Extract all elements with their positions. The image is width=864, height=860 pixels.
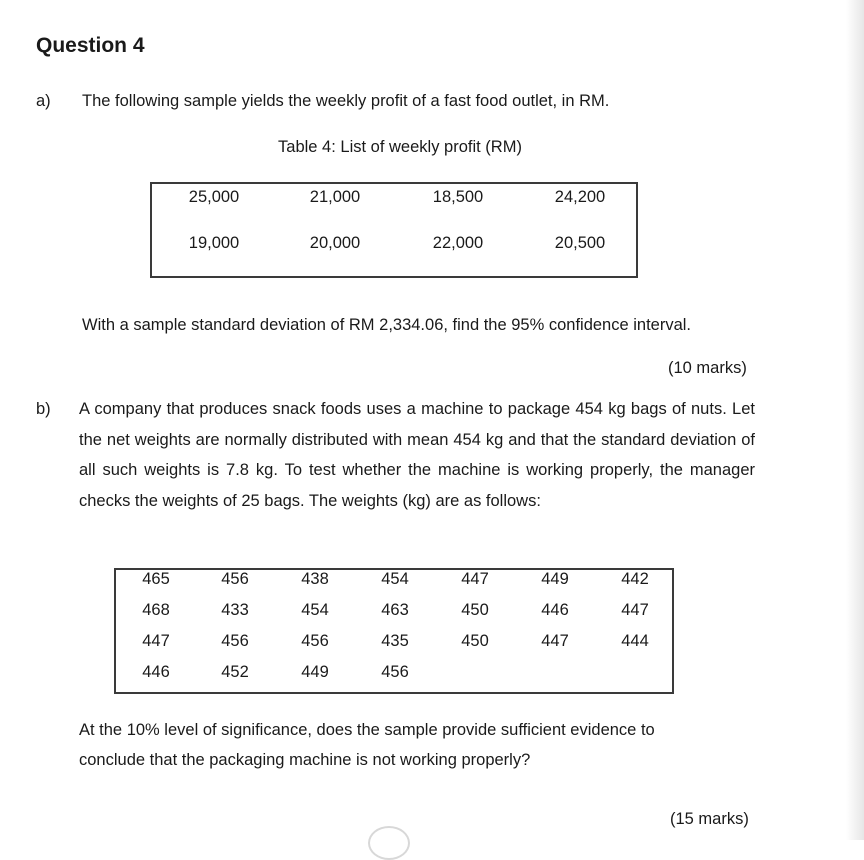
table-cell: 450 <box>461 601 489 619</box>
table-cell: 447 <box>142 632 170 650</box>
table-cell: 465 <box>142 570 170 588</box>
part-a-intro: The following sample yields the weekly profit of a fast food outlet, in RM. <box>82 92 610 110</box>
table-cell: 452 <box>221 663 249 681</box>
table-cell: 447 <box>541 632 569 650</box>
table-caption: Table 4: List of weekly profit (RM) <box>278 138 522 156</box>
part-b-label: b) <box>36 400 51 418</box>
table-cell: 25,000 <box>188 188 240 206</box>
part-a-label: a) <box>36 92 51 110</box>
table-cell: 449 <box>541 570 569 588</box>
table-cell: 442 <box>621 570 649 588</box>
table-cell: 24,200 <box>554 188 606 206</box>
table-cell: 19,000 <box>188 234 240 252</box>
table-cell: 18,500 <box>432 188 484 206</box>
table-cell: 22,000 <box>432 234 484 252</box>
part-a-question: With a sample standard deviation of RM 2,334.06, find the 95% confidence interval. <box>82 316 692 334</box>
page-smudge-decoration <box>368 826 410 860</box>
part-b-intro: A company that produces snack foods uses a machine to package 454 kg bags of nuts. Let the net weights are normally distributed with mean 454 kg and that the standard deviation of all such weights is 7.8 kg. To test whether the machine is working properly, the manager checks the weights of 25 bags. The weights (kg) are as follows: <box>79 400 755 510</box>
table-cell: 447 <box>461 570 489 588</box>
table-cell: 450 <box>461 632 489 650</box>
table-cell: 454 <box>301 601 329 619</box>
question-title: Question 4 <box>36 34 145 57</box>
table-cell: 449 <box>301 663 329 681</box>
table-cell: 20,500 <box>554 234 606 252</box>
table-cell: 21,000 <box>309 188 361 206</box>
table-cell: 468 <box>142 601 170 619</box>
table-cell: 456 <box>221 570 249 588</box>
weights-table <box>114 568 674 694</box>
table-cell: 435 <box>381 632 409 650</box>
profit-table <box>150 182 638 278</box>
table-cell: 456 <box>381 663 409 681</box>
table-cell: 456 <box>301 632 329 650</box>
table-cell: 456 <box>221 632 249 650</box>
page-edge-shadow <box>846 0 864 840</box>
part-b-question: At the 10% level of significance, does the sample provide sufficient evidence to conclude that the packaging machine is not working properly? <box>79 721 655 769</box>
table-cell: 20,000 <box>309 234 361 252</box>
table-cell: 463 <box>381 601 409 619</box>
part-b-marks: (15 marks) <box>670 810 749 828</box>
table-cell: 447 <box>621 601 649 619</box>
table-cell: 444 <box>621 632 649 650</box>
table-cell: 454 <box>381 570 409 588</box>
table-cell: 433 <box>221 601 249 619</box>
part-a-marks: (10 marks) <box>668 359 747 377</box>
table-cell: 438 <box>301 570 329 588</box>
table-cell: 446 <box>541 601 569 619</box>
table-cell: 446 <box>142 663 170 681</box>
